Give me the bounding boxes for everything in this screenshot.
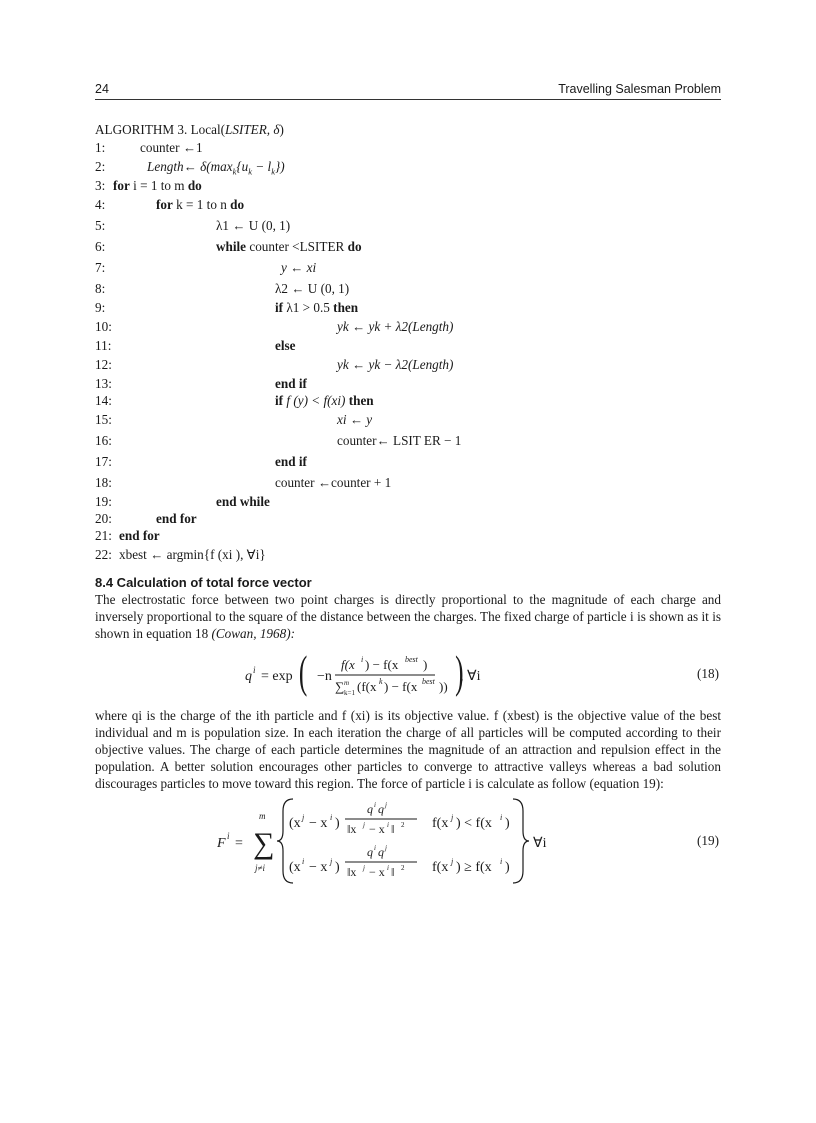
svg-text:∑: ∑ [253, 826, 275, 860]
svg-text:k: k [379, 676, 383, 686]
svg-text:‖x: ‖x [347, 864, 357, 879]
algo-line: 17: end if [95, 454, 307, 469]
page-header [95, 80, 721, 100]
svg-text:j: j [363, 863, 365, 872]
svg-text:F: F [217, 835, 226, 851]
svg-text:)): )) [439, 678, 448, 694]
equation-18-number: (18) [697, 665, 719, 681]
svg-text:): ) [505, 815, 510, 831]
svg-text:i: i [374, 800, 376, 809]
algo-line: 20: end for [95, 511, 197, 526]
algo-line: 18: counter ←counter + 1 [95, 475, 392, 490]
algo-line: 22: xbest ← argmin{f (xi ), ∀i} [95, 547, 266, 562]
svg-text:q: q [367, 844, 373, 859]
svg-text:) ≥ f(x: ) ≥ f(x [456, 859, 492, 875]
algo-line: 2: Length← $\delta(\max_k\{u_k - l_k\})$ [95, 159, 285, 177]
page-number: 24 [95, 82, 109, 96]
svg-text:(x: (x [289, 815, 301, 831]
svg-text:i: i [227, 830, 230, 841]
algo-line: 12: yk ← yk − λ2(Length) [95, 357, 454, 372]
equation-19 [95, 793, 721, 893]
algorithm-block [95, 120, 721, 565]
equation-18-formula [245, 647, 545, 705]
svg-text:= exp: = exp [261, 668, 293, 684]
svg-text:− x: − x [369, 821, 385, 836]
algo-line: 15: xi ← y [95, 412, 373, 427]
svg-text:) < f(x: ) < f(x [456, 815, 492, 831]
svg-text:q: q [367, 801, 373, 816]
svg-text:j: j [451, 856, 454, 866]
algo-line: 14: if f (y) < f(xi) then [95, 393, 374, 408]
algorithm-title: ALGORITHM 3. Local(LSITER, δ) [95, 122, 284, 137]
svg-text:2: 2 [401, 820, 405, 829]
algo-line: 5: λ1 ← U (0, 1) [95, 218, 291, 233]
svg-text:i: i [387, 820, 389, 829]
algo-line: 4: for k = 1 to n do [95, 197, 245, 212]
svg-text:‖: ‖ [391, 821, 395, 836]
paragraph-charge: where qi is the charge of the ith particle and f (xi) is its objective value. f (xbest) is the objective value of the best individual and m is population size. In each iteration the charge of all particles will be computed according to their objective values. The charge of each particle determines the magnitude of an attraction and repulsion effect in the population. A better solution encourages other particles to converge to attractive valleys whereas a bad solution discourages particles to move toward this region. The force of particle i is calculate as follow (equation 19): [95, 707, 721, 792]
algo-line: 21: end for [95, 528, 160, 543]
svg-text:i: i [361, 654, 364, 664]
svg-text:f(x: f(x [432, 815, 449, 831]
svg-text:m: m [259, 810, 266, 821]
svg-text:q: q [378, 801, 384, 816]
svg-text:− x: − x [309, 859, 328, 875]
algo-line: 1: counter ←1 [95, 140, 203, 155]
svg-text:k=1: k=1 [344, 688, 355, 697]
algo-line: 11: else [95, 338, 296, 353]
svg-text:f(x: f(x [432, 859, 449, 875]
algo-line: 7: y ← xi [95, 260, 317, 275]
algo-line: 3: for i = 1 to m do [95, 178, 202, 193]
section-heading: 8.4 Calculation of total force vector [95, 575, 312, 590]
algo-line: 8: λ2 ← U (0, 1) [95, 281, 350, 296]
svg-text:i: i [500, 856, 503, 866]
svg-text:(f(x: (f(x [357, 678, 377, 694]
svg-text:i: i [374, 843, 376, 852]
svg-text:i: i [330, 812, 333, 822]
svg-text:(x: (x [289, 859, 301, 875]
svg-text:) − f(x: ) − f(x [384, 678, 418, 694]
svg-text:− x: − x [309, 815, 328, 831]
svg-text:i: i [302, 856, 305, 866]
algo-line: 10: yk ← yk + λ2(Length) [95, 319, 454, 334]
equation-19-formula [217, 793, 577, 889]
svg-text:j: j [451, 812, 454, 822]
svg-text:i: i [253, 664, 256, 675]
algo-line: 6: while counter <LSITER do [95, 239, 362, 254]
svg-text:best: best [405, 654, 418, 664]
svg-text:j: j [302, 812, 305, 822]
svg-text:i: i [500, 812, 503, 822]
svg-text:): ) [505, 859, 510, 875]
svg-text:− x: − x [369, 864, 385, 879]
svg-text:m: m [344, 678, 350, 687]
svg-text:): ) [455, 646, 464, 698]
page [95, 80, 721, 893]
svg-text:=: = [235, 835, 243, 851]
svg-text:∑: ∑ [335, 678, 345, 694]
algo-line: 13: end if [95, 376, 307, 391]
svg-text:i: i [387, 863, 389, 872]
algo-line: 19: end while [95, 494, 270, 509]
running-title: Travelling Salesman Problem [558, 82, 721, 96]
svg-text:∀i: ∀i [533, 835, 547, 851]
svg-text:‖x: ‖x [347, 821, 357, 836]
equation-18 [95, 643, 721, 707]
svg-text:): ) [423, 656, 428, 672]
svg-text:best: best [422, 676, 435, 686]
svg-text:j: j [385, 843, 387, 852]
svg-text:−n: −n [317, 668, 332, 684]
equation-19-number: (19) [697, 832, 719, 848]
svg-text:, ∀i: , ∀i [460, 668, 481, 684]
paragraph-intro: The electrostatic force between two point charges is directly proportional to the magnitude of each charge and inversely proportional to the square of the distance between the charges. The fixed charge of particle i is shown as it is shown in equation 18 (Cowan, 1968): [95, 592, 721, 642]
svg-text:j: j [330, 856, 333, 866]
algo-line: 9: if λ1 > 0.5 then [95, 300, 359, 315]
svg-text:(: ( [298, 646, 308, 698]
svg-text:q: q [245, 668, 252, 684]
svg-text:): ) [335, 859, 340, 875]
svg-text:q: q [378, 844, 384, 859]
algo-line: 16: counter← LSIT ER − 1 [95, 433, 462, 448]
svg-text:j≠i: j≠i [255, 862, 265, 873]
svg-text:2: 2 [401, 863, 405, 872]
svg-text:j: j [385, 800, 387, 809]
svg-text:) − f(x: ) − f(x [365, 656, 399, 672]
svg-text:): ) [335, 815, 340, 831]
svg-text:j: j [363, 820, 365, 829]
svg-text:f(x: f(x [341, 656, 355, 672]
svg-text:‖: ‖ [391, 864, 395, 879]
